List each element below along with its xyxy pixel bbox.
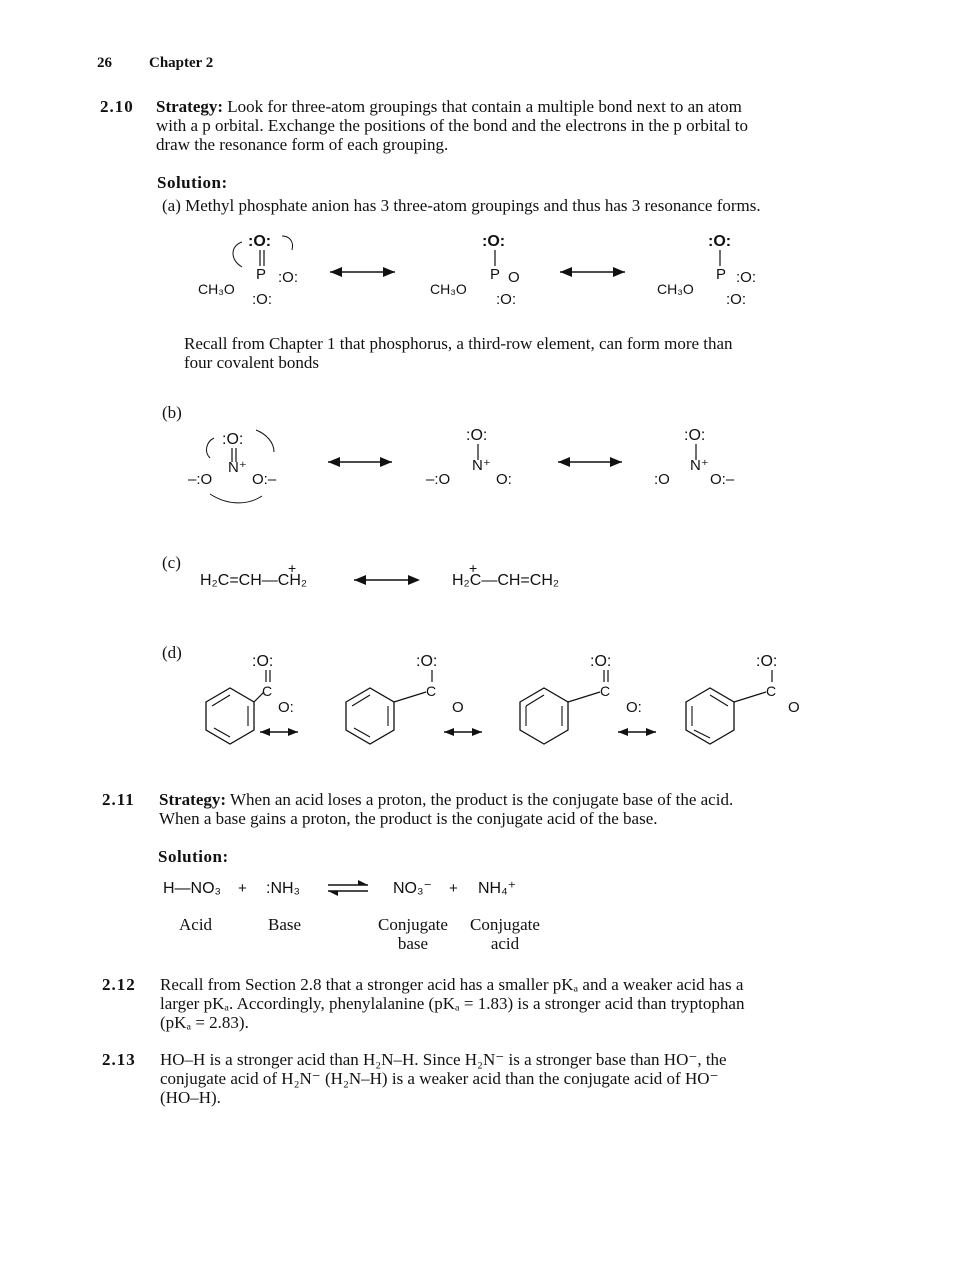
equation-base: :NH₃ [266, 880, 301, 897]
recall-line: four covalent bonds [184, 353, 320, 372]
label-conjugate-base [374, 915, 452, 953]
answer-line: (pKₐ = 2.83). [160, 1013, 249, 1032]
chapter-title: Chapter 2 [149, 55, 214, 71]
part-c-label: (c) [162, 553, 181, 572]
label-line: base [397, 934, 429, 953]
svg-text::O:: :O: [726, 291, 747, 308]
svg-text::O:: :O: [684, 427, 706, 444]
svg-text:C: C [426, 683, 437, 699]
answer-line: larger pKₐ. Accordingly, phenylalanine (pKₐ = 1.83) is a stronger acid than tryptophan [160, 994, 745, 1013]
svg-text::O:: :O: [496, 291, 517, 308]
equilibrium-arrow [324, 878, 372, 898]
label-conjugate-acid [466, 915, 544, 953]
svg-text::O:: :O: [590, 653, 612, 670]
part-a-text: (a) Methyl phosphate anion has 3 three-atom groupings and thus has 3 resonance forms. [162, 196, 761, 215]
equation-conjugate-acid: NH₄⁺ [478, 880, 517, 897]
svg-text::O:: :O: [466, 427, 488, 444]
resonance-arrow [560, 267, 625, 277]
label-line: Conjugate [378, 915, 448, 934]
strategy-line: When an acid loses a proton, the product is the conjugate base of the acid. [226, 790, 734, 809]
ch3o-label: CH₃O [198, 281, 235, 297]
answer-2-12 [160, 975, 820, 1032]
label-line: acid [490, 934, 520, 953]
svg-text::O:: :O: [708, 233, 732, 250]
answer-line: Recall from Section 2.8 that a stronger acid has a smaller pKₐ and a weaker acid has a [160, 975, 744, 994]
svg-text:CH₃O: CH₃O [657, 281, 694, 297]
answer-line: conjugate acid of H₂N⁻ (H₂N–H) is a weaker acid than the conjugate acid of HO⁻ [160, 1069, 719, 1088]
solution-label-2-10: Solution: [157, 173, 228, 192]
label-acid: Acid [179, 915, 213, 934]
svg-text:CH₃O: CH₃O [430, 281, 467, 297]
phosphorus-label: P [256, 266, 267, 283]
svg-text:O: O [452, 699, 464, 716]
svg-text:P: P [490, 266, 501, 283]
strategy-2-11 [159, 790, 819, 828]
svg-text:–:O: –:O [426, 471, 451, 488]
svg-text:N⁺: N⁺ [690, 457, 709, 474]
resonance-arrow [618, 728, 656, 736]
svg-text:C: C [262, 683, 273, 699]
recall-line: Recall from Chapter 1 that phosphorus, a third-row element, can form more than [184, 334, 733, 353]
answer-line: HO–H is a stronger acid than H₂N–H. Since H₂N⁻ is a stronger base than HO⁻, the [160, 1050, 727, 1069]
svg-text::O:: :O: [252, 653, 274, 670]
svg-text::O:: :O: [756, 653, 778, 670]
benzoate-structure-4 [686, 653, 800, 744]
strategy-line: When a base gains a proton, the product is the conjugate acid of the base. [159, 809, 658, 828]
oxygen-top-label: :O: [248, 233, 272, 250]
problem-number-2-11: 2.11 [102, 790, 135, 809]
svg-text:C: C [600, 683, 611, 699]
strategy-label: Strategy: [156, 97, 224, 116]
strategy-line: Look for three-atom groupings that contain a multiple bond next to an atom [223, 97, 742, 116]
svg-text::O:: :O: [416, 653, 438, 670]
svg-text:O:: O: [496, 471, 512, 488]
resonance-arrow [444, 728, 482, 736]
problem-number-2-12: 2.12 [102, 975, 136, 994]
svg-text:–:O: –:O [188, 471, 213, 488]
equation-plus: + [238, 880, 247, 897]
nitrate-structure-3 [654, 427, 735, 488]
strategy-2-10 [156, 97, 836, 154]
strategy-label: Strategy: [159, 790, 227, 809]
part-d-label: (d) [162, 643, 182, 662]
svg-text:N⁺: N⁺ [472, 457, 491, 474]
strategy-line: draw the resonance form of each grouping. [156, 135, 449, 154]
resonance-arrow [558, 457, 622, 467]
problem-number-2-10: 2.10 [100, 97, 134, 116]
part-b-label: (b) [162, 403, 182, 422]
benzoate-structure-2 [346, 653, 464, 744]
page-number: 26 [97, 55, 112, 71]
resonance-figure-b [170, 412, 770, 512]
allyl-cation-left: H₂C=CH—CH₂ [200, 572, 308, 589]
benzoate-structure-1 [206, 653, 294, 744]
problem-number-2-13: 2.13 [102, 1050, 136, 1069]
resonance-arrow [330, 267, 395, 277]
equation-acid: H—NO₃ [163, 880, 222, 897]
svg-text::O:: :O: [482, 233, 506, 250]
svg-text::O:: :O: [222, 431, 244, 448]
resonance-arrow-c [352, 572, 422, 588]
nitrate-structure-1 [188, 430, 277, 503]
phosphate-structure-1 [198, 233, 298, 308]
answer-line: (HO–H). [160, 1088, 221, 1107]
equation-plus: + [449, 880, 458, 897]
svg-text:P: P [716, 266, 727, 283]
svg-text:O:–: O:– [252, 471, 277, 488]
equation-conjugate-base: NO₃⁻ [393, 880, 432, 897]
answer-2-13 [160, 1050, 820, 1107]
svg-text:C: C [766, 683, 777, 699]
allyl-plus-left: + [288, 560, 297, 576]
phosphate-structure-2 [430, 233, 520, 308]
strategy-line: with a p orbital. Exchange the positions of the bond and the electrons in the p orbital to [156, 116, 749, 135]
svg-text:O: O [788, 699, 800, 716]
solution-label-2-11: Solution: [158, 847, 229, 866]
label-line: Conjugate [470, 915, 540, 934]
resonance-arrow [328, 457, 392, 467]
svg-text:O: O [508, 269, 520, 286]
nitrate-structure-2 [426, 427, 512, 488]
resonance-figure-a [190, 222, 790, 322]
svg-text::O:: :O: [736, 269, 757, 286]
resonance-arrow [260, 728, 298, 736]
phosphate-structure-3 [657, 233, 756, 308]
svg-text::O: :O [654, 471, 670, 488]
svg-text:O:–: O:– [710, 471, 735, 488]
svg-text:O:: O: [278, 699, 294, 716]
resonance-figure-d [170, 640, 820, 770]
svg-text:O:: O: [626, 699, 642, 716]
allyl-cation-right: H₂C—CH=CH₂ [452, 572, 560, 589]
oxygen-right-label: :O: [278, 269, 299, 286]
oxygen-bottom-label: :O: [252, 291, 273, 308]
label-base: Base [268, 915, 302, 934]
svg-text:N⁺: N⁺ [228, 459, 247, 476]
recall-note [184, 334, 824, 372]
allyl-plus-right: + [469, 560, 478, 576]
